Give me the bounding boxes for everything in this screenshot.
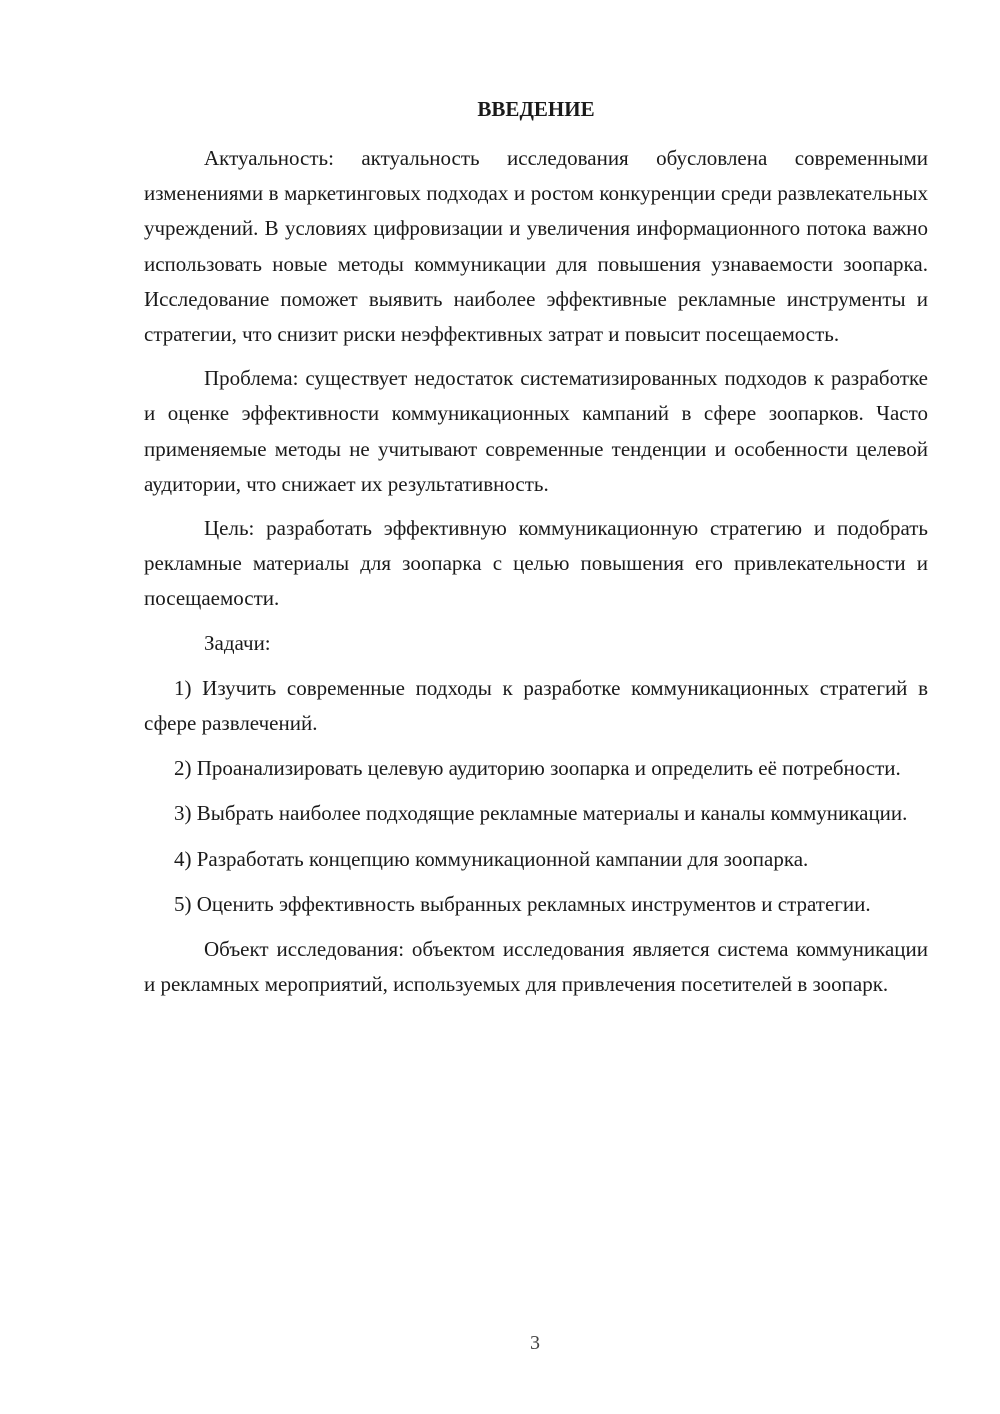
tasks-label: Задачи:: [204, 630, 271, 655]
task-item: 2) Проанализировать целевую аудиторию зоопарка и определить её потребности.: [174, 756, 901, 781]
task-item: 4) Разработать концепцию коммуникационной кампании для зоопарка.: [174, 846, 809, 871]
task-item: 3) Выбрать наиболее подходящие рекламные материалы и каналы коммуникации.: [174, 801, 908, 826]
page-number: 3: [530, 1332, 540, 1354]
task-item: 1) Изучить современные подходы к разработке коммуникационных стратегий в сфере развлечений.: [144, 675, 928, 736]
object-paragraph: Объект исследования: объектом исследования является система коммуникации и рекламных мероприятий, используемых для привлечения посетителей в зоопарк.: [144, 937, 928, 997]
document-page: [144, 92, 928, 1011]
relevance-paragraph: Актуальность: актуальность исследования обусловлена современными изменениями в маркетинговых подходах и ростом конкуренции среди развлекательных учреждений. В условиях цифровизации и увеличения информационного потока важно использовать новые методы коммуникации для повышения узнаваемости зоопарка. Исследование поможет выявить наиболее эффективные рекламные инструменты и стратегии, что снизит риски неэффективных затрат и повысит посещаемость.: [144, 146, 928, 347]
problem-paragraph: Проблема: существует недостаток систематизированных подходов к разработке и оценке эффективности коммуникационных кампаний в сфере зоопарков. Часто применяемые методы не учитывают современные тенденции и особенности целевой аудитории, что снижает их результативность.: [144, 366, 928, 496]
section-title: ВВЕДЕНИЕ: [477, 97, 595, 121]
task-item: 5) Оценить эффективность выбранных рекламных инструментов и стратегии.: [174, 891, 871, 916]
goal-paragraph: Цель: разработать эффективную коммуникационную стратегию и подобрать рекламные материалы для зоопарка с целью повышения его привлекательности и посещаемости.: [144, 516, 928, 611]
